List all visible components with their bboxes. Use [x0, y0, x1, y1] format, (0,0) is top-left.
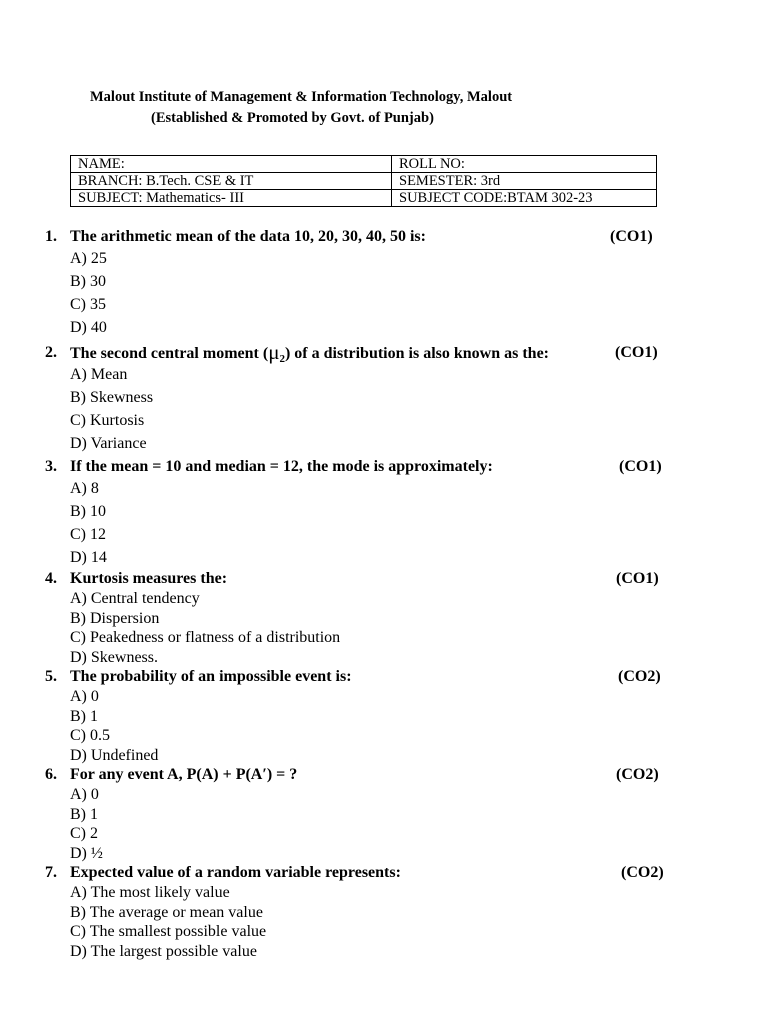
question-1 — [45, 226, 675, 339]
question-number: 1. — [45, 228, 57, 245]
question-line — [45, 340, 675, 366]
question-4 — [45, 568, 675, 667]
course-outcome-tag: (CO1) — [619, 458, 662, 475]
option-c: C) 0.5 — [70, 727, 110, 745]
info-row — [71, 190, 657, 207]
question-7 — [45, 862, 675, 961]
question-number: 4. — [45, 570, 57, 587]
option-d: D) ½ — [70, 844, 103, 862]
option-b: B) Skewness — [70, 389, 154, 406]
question-number: 7. — [45, 864, 57, 881]
option-d: D) 40 — [70, 319, 107, 336]
option-a: A) 0 — [70, 688, 99, 705]
option-d: D) 14 — [70, 549, 107, 566]
question-2 — [45, 342, 675, 455]
course-outcome-tag: (CO2) — [618, 668, 661, 685]
subject-code-cell: SUBJECT CODE:BTAM 302-23 — [392, 190, 657, 207]
option-c: C) 2 — [70, 825, 98, 843]
question-3 — [45, 456, 675, 569]
option-d: D) The largest possible value — [70, 942, 257, 960]
question-line — [45, 226, 675, 247]
mu-symbol: μ — [268, 340, 280, 364]
option-d: D) Variance — [70, 435, 147, 452]
info-row — [71, 173, 657, 190]
option-b: B) The average or mean value — [70, 903, 263, 921]
question-text-after: ) of a distribution is also known as the: — [284, 345, 549, 362]
question-line — [45, 862, 675, 883]
question-text: Kurtosis measures the: — [70, 570, 228, 587]
institute-name: Malout Institute of Management & Information Technology, Malout — [90, 89, 513, 105]
question-number: 6. — [45, 766, 57, 783]
course-outcome-tag: (CO2) — [616, 766, 659, 783]
option-b: B) 30 — [70, 273, 106, 290]
option-c: C) Peakedness or flatness of a distribution — [70, 629, 341, 647]
option-c: C) The smallest possible value — [70, 923, 267, 941]
roll-no-cell: ROLL NO: — [392, 156, 657, 173]
course-outcome-tag: (CO1) — [615, 344, 658, 361]
question-number: 3. — [45, 458, 57, 475]
question-text — [70, 342, 549, 370]
subject-cell: SUBJECT: Mathematics- III — [71, 190, 392, 207]
option-b: B) Dispersion — [70, 609, 160, 627]
question-line — [45, 568, 675, 589]
name-cell: NAME: — [71, 156, 392, 173]
branch-cell: BRANCH: B.Tech. CSE & IT — [71, 173, 392, 190]
option-c: C) 12 — [70, 526, 106, 543]
question-5 — [45, 666, 675, 765]
question-6 — [45, 764, 675, 863]
question-text-before: The second central moment ( — [70, 345, 269, 362]
option-d: D) Undefined — [70, 746, 159, 764]
option-c: C) Kurtosis — [70, 412, 145, 429]
question-text: The probability of an impossible event is: — [70, 668, 352, 685]
student-info-table — [70, 155, 657, 207]
question-line — [45, 764, 675, 785]
institute-subtitle: (Established & Promoted by Govt. of Punjab) — [151, 110, 434, 126]
question-text: The arithmetic mean of the data 10, 20, 30, 40, 50 is: — [70, 228, 426, 245]
course-outcome-tag: (CO1) — [610, 228, 653, 245]
option-a: A) 25 — [70, 250, 107, 267]
semester-cell: SEMESTER: 3rd — [392, 173, 657, 190]
option-d: D) Skewness. — [70, 648, 158, 666]
option-a: A) Mean — [70, 366, 128, 383]
option-a: A) The most likely value — [70, 884, 230, 901]
option-c: C) 35 — [70, 296, 106, 313]
option-b: B) 1 — [70, 805, 98, 823]
question-text: Expected value of a random variable represents: — [70, 864, 401, 881]
course-outcome-tag: (CO1) — [616, 570, 659, 587]
question-line — [45, 456, 675, 477]
question-number: 2. — [45, 344, 57, 361]
option-b: B) 1 — [70, 707, 98, 725]
course-outcome-tag: (CO2) — [621, 864, 664, 881]
question-line — [45, 666, 675, 687]
option-a: A) Central tendency — [70, 590, 200, 607]
option-a: A) 0 — [70, 786, 99, 803]
option-b: B) 10 — [70, 503, 106, 520]
question-number: 5. — [45, 668, 57, 685]
question-text: For any event A, P(A) + P(A′) = ? — [70, 766, 298, 783]
option-a: A) 8 — [70, 480, 99, 497]
info-row — [71, 156, 657, 173]
mu-subscript: 2 — [279, 353, 285, 366]
question-text: If the mean = 10 and median = 12, the mode is approximately: — [70, 458, 493, 475]
